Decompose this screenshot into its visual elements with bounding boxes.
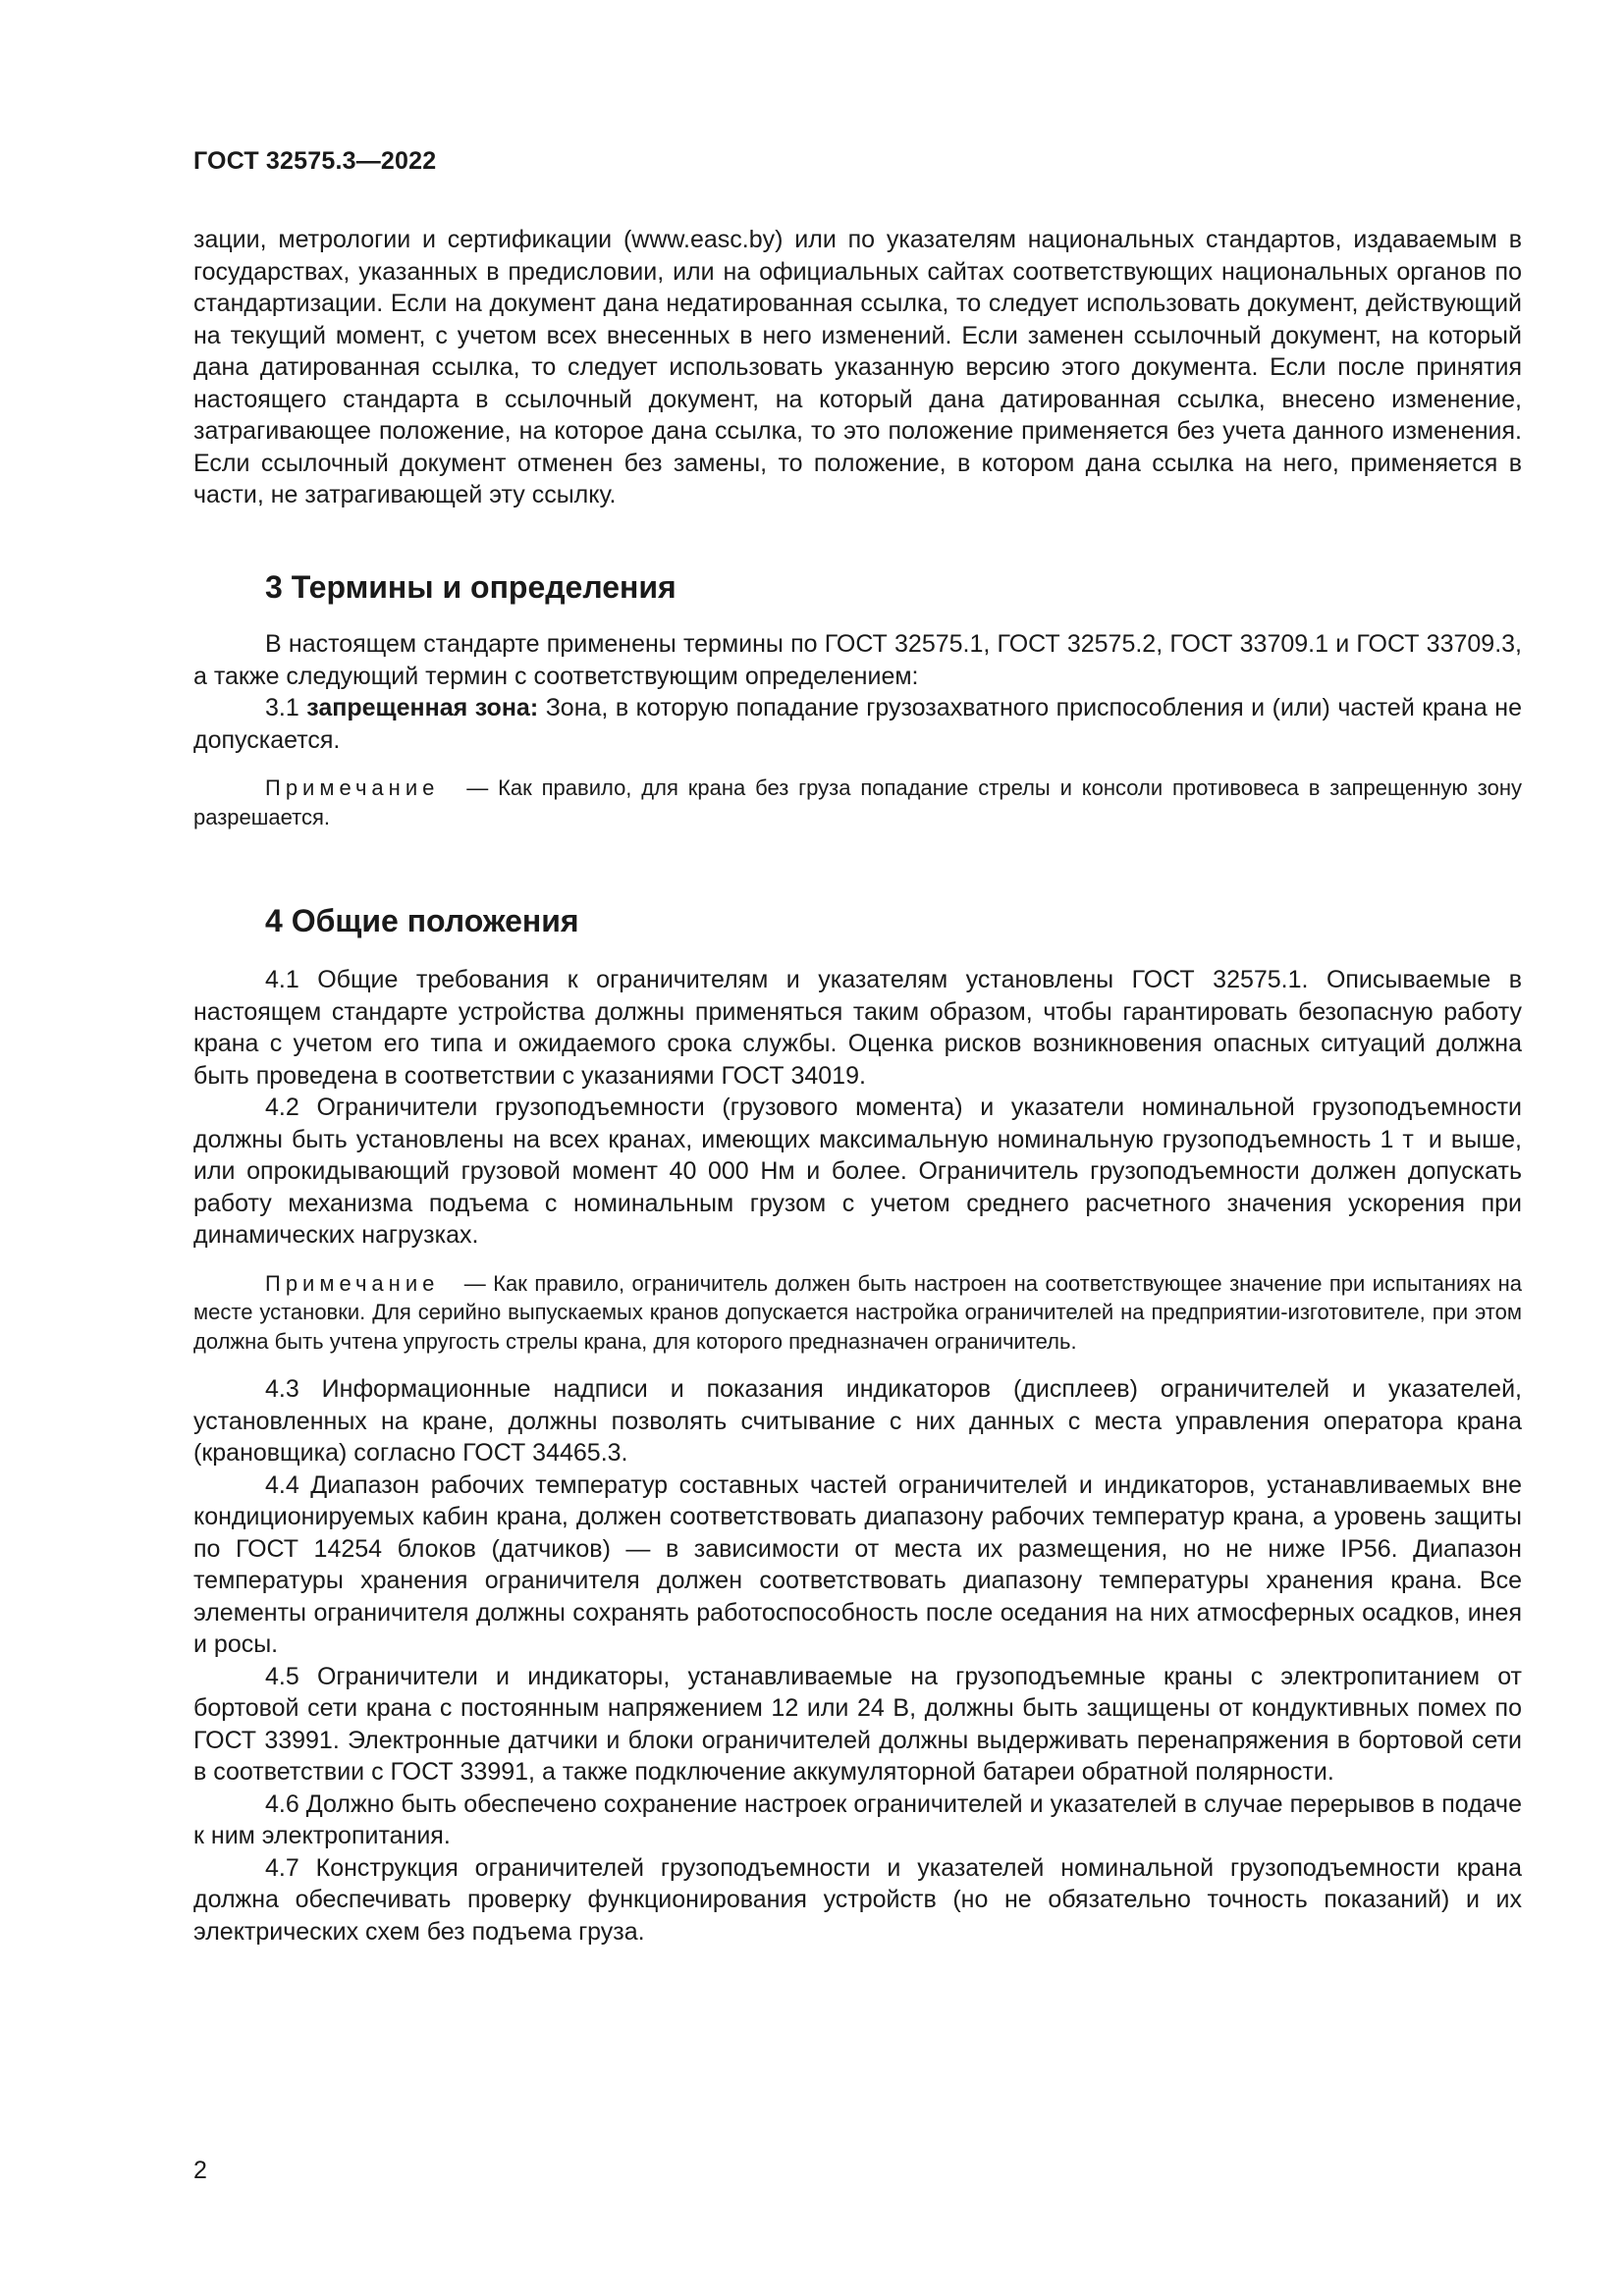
- clause-4-1: 4.1 Общие требования к ограничителям и указателям установлены ГОСТ 32575.1. Описываемые в настоящем стандарте устройства должны применяться таким образом, чтобы гарантировать безопасную работу крана с учетом его типа и ожидаемого срока службы. Оценка рисков возникновения опасных ситуаций должна быть проведена в соответствии с указаниями ГОСТ 34019.: [193, 966, 1522, 1090]
- clause-4-4: 4.4 Диапазон рабочих температур составных частей ограничителей и индикаторов, устанавливаемых вне кондиционируемых кабин крана, должен соответствовать диапазону рабочих температур крана, а уровень защиты по ГОСТ 14254 блоков (датчиков) — в зависимости от места их размещения, но не ниже IP56. Диапазон температуры хранения ограничителя должен соответствовать диапазону температуры хранения крана. Все элементы ограничителя должны сохранять работоспособность после оседания на них атмосферных осадков, инея и росы.: [193, 1470, 1522, 1658]
- clause-4-2: [193, 1092, 1522, 1252]
- clause-4-3: 4.3 Информационные надписи и показания индикаторов (дисплеев) ограничителей и указателей, установленных на кране, должны позволять считывание с них данных с места управления оператора крана (крановщика) согласно ГОСТ 34465.3.: [193, 1375, 1522, 1467]
- clause-4-2-text-b: и выше, или опрокидывающий грузовой момент 40 000 Нм и более. Ограничитель грузоподъемности должен допускать работу механизма подъема с номинальным грузом с учетом среднего расчетного значения ускорения при динамических нагрузках.: [193, 1125, 1522, 1249]
- section-4-heading: 4 Общие положения: [265, 903, 579, 938]
- section-4-note: [193, 1269, 1522, 1357]
- clause-4-6: 4.6 Должно быть обеспечено сохранение настроек ограничителей и указателей в случае перерывов в подаче к ним электропитания.: [193, 1789, 1522, 1849]
- term-name: запрещенная зона:: [306, 694, 539, 721]
- term-definition: [193, 692, 1522, 756]
- document-header: ГОСТ 32575.3—2022: [193, 147, 437, 175]
- term-text: Зона, в которую попадание грузозахватного приспособления и (или) частей крана не допускается.: [193, 694, 1522, 754]
- note-text: — Как правило, ограничитель должен быть настроен на соответствующее значение при испытаниях на месте установки. Для серийно выпускаемых кранов допускается настройка ограничителей на предприятии-изготовителе, при этом должна быть учтена упругость стрелы крана, для которого предназначен ограничитель.: [193, 1270, 1522, 1354]
- term-number: 3.1: [265, 694, 299, 721]
- section-3-note: [193, 774, 1522, 831]
- intro-block: [193, 224, 1522, 511]
- section-4-body: [193, 964, 1522, 1948]
- intro-paragraph: зации, метрологии и сертификации (www.easc.by) или по указателям национальных стандартов, издаваемым в государствах, указанных в предисловии, или на официальных сайтах соответствующих национальных органов по стандартизации. Если на документ дана недатированная ссылка, то следует использовать документ, действующий на текущий момент, с учетом всех внесенных в него изменений. Если заменен ссылочный документ, на который дана датированная ссылка, то следует использовать указанную версию этого документа. Если после принятия настоящего стандарта в ссылочный документ, на который дана датированная ссылка, внесено изменение, затрагивающее положение, на которое дана ссылка, то это положение применяется без учета данного изменения. Если ссылочный документ отменен без замены, то положение, в котором дана ссылка на него, применяется в части, не затрагивающей эту ссылку.: [193, 226, 1522, 508]
- section-3-paragraph: В настоящем стандарте применены термины по ГОСТ 32575.1, ГОСТ 32575.2, ГОСТ 33709.1 и ГОСТ 33709.3, а также следующий термин с соответствующим определением:: [193, 630, 1522, 690]
- clause-4-5: 4.5 Ограничители и индикаторы, устанавливаемые на грузоподъемные краны с электропитанием от бортовой сети крана с постоянным напряжением 12 или 24 В, должны быть защищены от кондуктивных помех по ГОСТ 33991. Электронные датчики и блоки ограничителей должны выдерживать перенапряжения в бортовой сети в соответствии с ГОСТ 33991, а также подключение аккумуляторной батареи обратной полярности.: [193, 1662, 1522, 1786]
- clause-4-2-text-a: 4.2 Ограничители грузоподъемности (грузового момента) и указатели номинальной грузоподъемности должны быть установлены на всех кранах, имеющих максимальную номинальную грузоподъемность 1: [193, 1094, 1522, 1153]
- section-3-body: [193, 628, 1522, 831]
- note-text: — Как правило, для крана без груза попадание стрелы и консоли противовеса в запрещенную зону разрешается.: [193, 775, 1522, 829]
- note-label: Примечание: [265, 1270, 440, 1296]
- note-label: Примечание: [265, 775, 440, 800]
- section-3-heading: 3 Термины и определения: [265, 569, 677, 605]
- clause-4-2-unit: т: [1402, 1125, 1420, 1153]
- clause-4-7: 4.7 Конструкция ограничителей грузоподъемности и указателей номинальной грузоподъемности крана должна обеспечивать проверку функционирования устройств (но не обязательно точность показаний) и их электрических схем без подъема груза.: [193, 1853, 1522, 1946]
- page-number: 2: [193, 2157, 207, 2184]
